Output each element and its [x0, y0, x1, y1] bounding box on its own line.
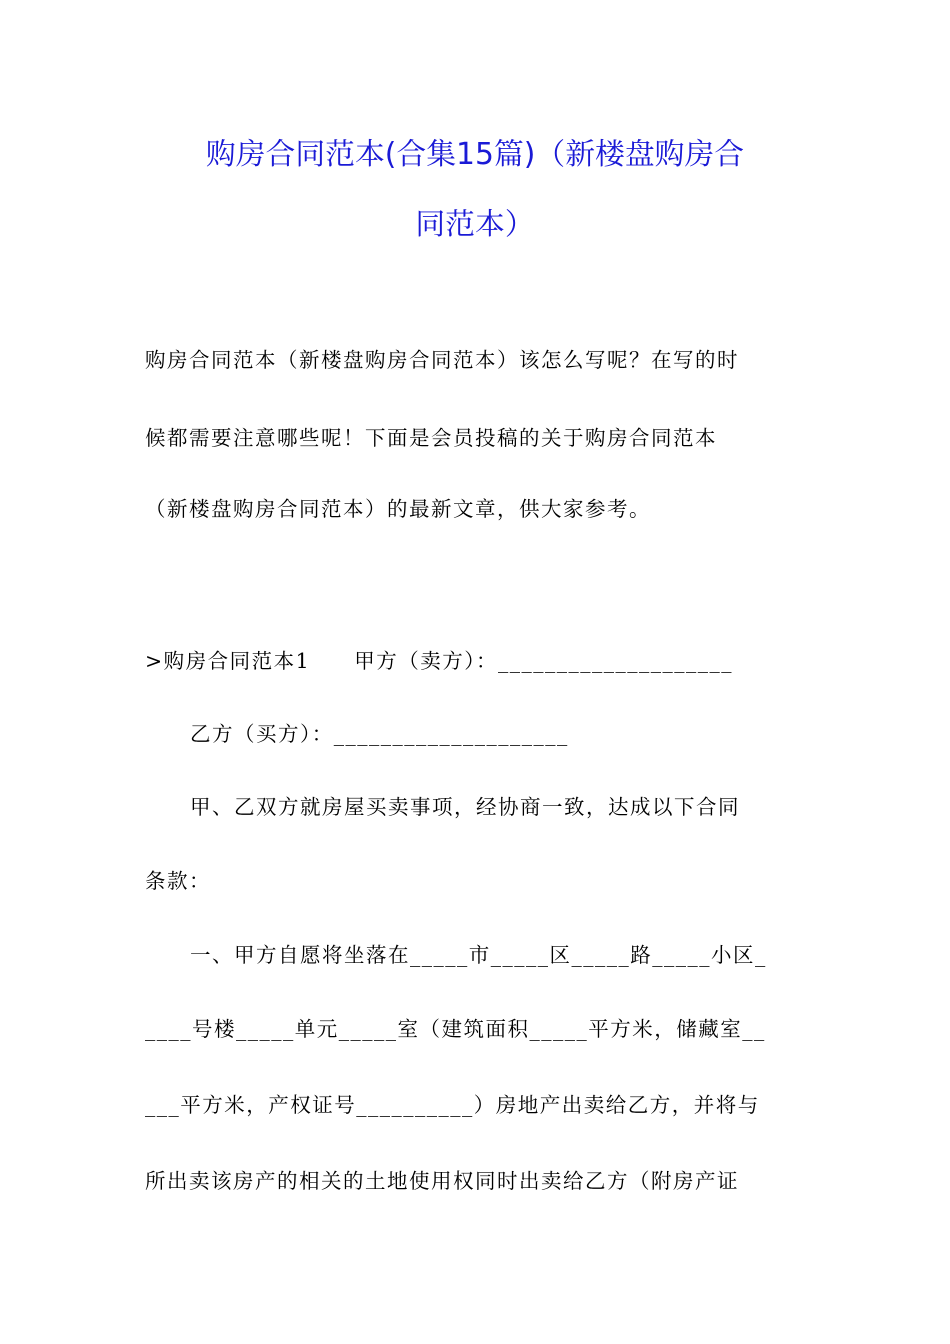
clause-1-line-2: ____号楼_____单元_____室（建筑面积_____平方米，储藏室__: [145, 1017, 766, 1041]
intro-line-3: （新楼盘购房合同范本）的最新文章，供大家参考。: [145, 497, 651, 521]
section-heading-row: [145, 646, 733, 676]
party-b-line: 乙方（买方）：____________________: [190, 722, 569, 746]
document-title-line-2: 同范本）: [415, 207, 535, 242]
intro-line-1: 购房合同范本（新楼盘购房合同范本）该怎么写呢？在写的时: [145, 348, 739, 372]
party-a-line: 甲方（卖方）：____________________: [354, 649, 733, 673]
clause-1-line-1: 一、甲方自愿将坐落在_____市_____区_____路_____小区_: [190, 943, 767, 967]
clause-1-line-4: 所出卖该房产的相关的土地使用权同时出卖给乙方（附房产证: [145, 1169, 739, 1193]
clause-1-line-3: ___平方米，产权证号__________）房地产出卖给乙方，并将与: [145, 1093, 760, 1117]
document-title-line-1: 购房合同范本(合集15篇)（新楼盘购房合: [205, 137, 745, 172]
intro-line-2: 候都需要注意哪些呢！下面是会员投稿的关于购房合同范本: [145, 426, 717, 450]
section-heading: >购房合同范本1: [145, 649, 311, 673]
agreement-line-2: 条款：: [145, 869, 211, 893]
agreement-line-1: 甲、乙双方就房屋买卖事项，经协商一致，达成以下合同: [190, 795, 740, 819]
